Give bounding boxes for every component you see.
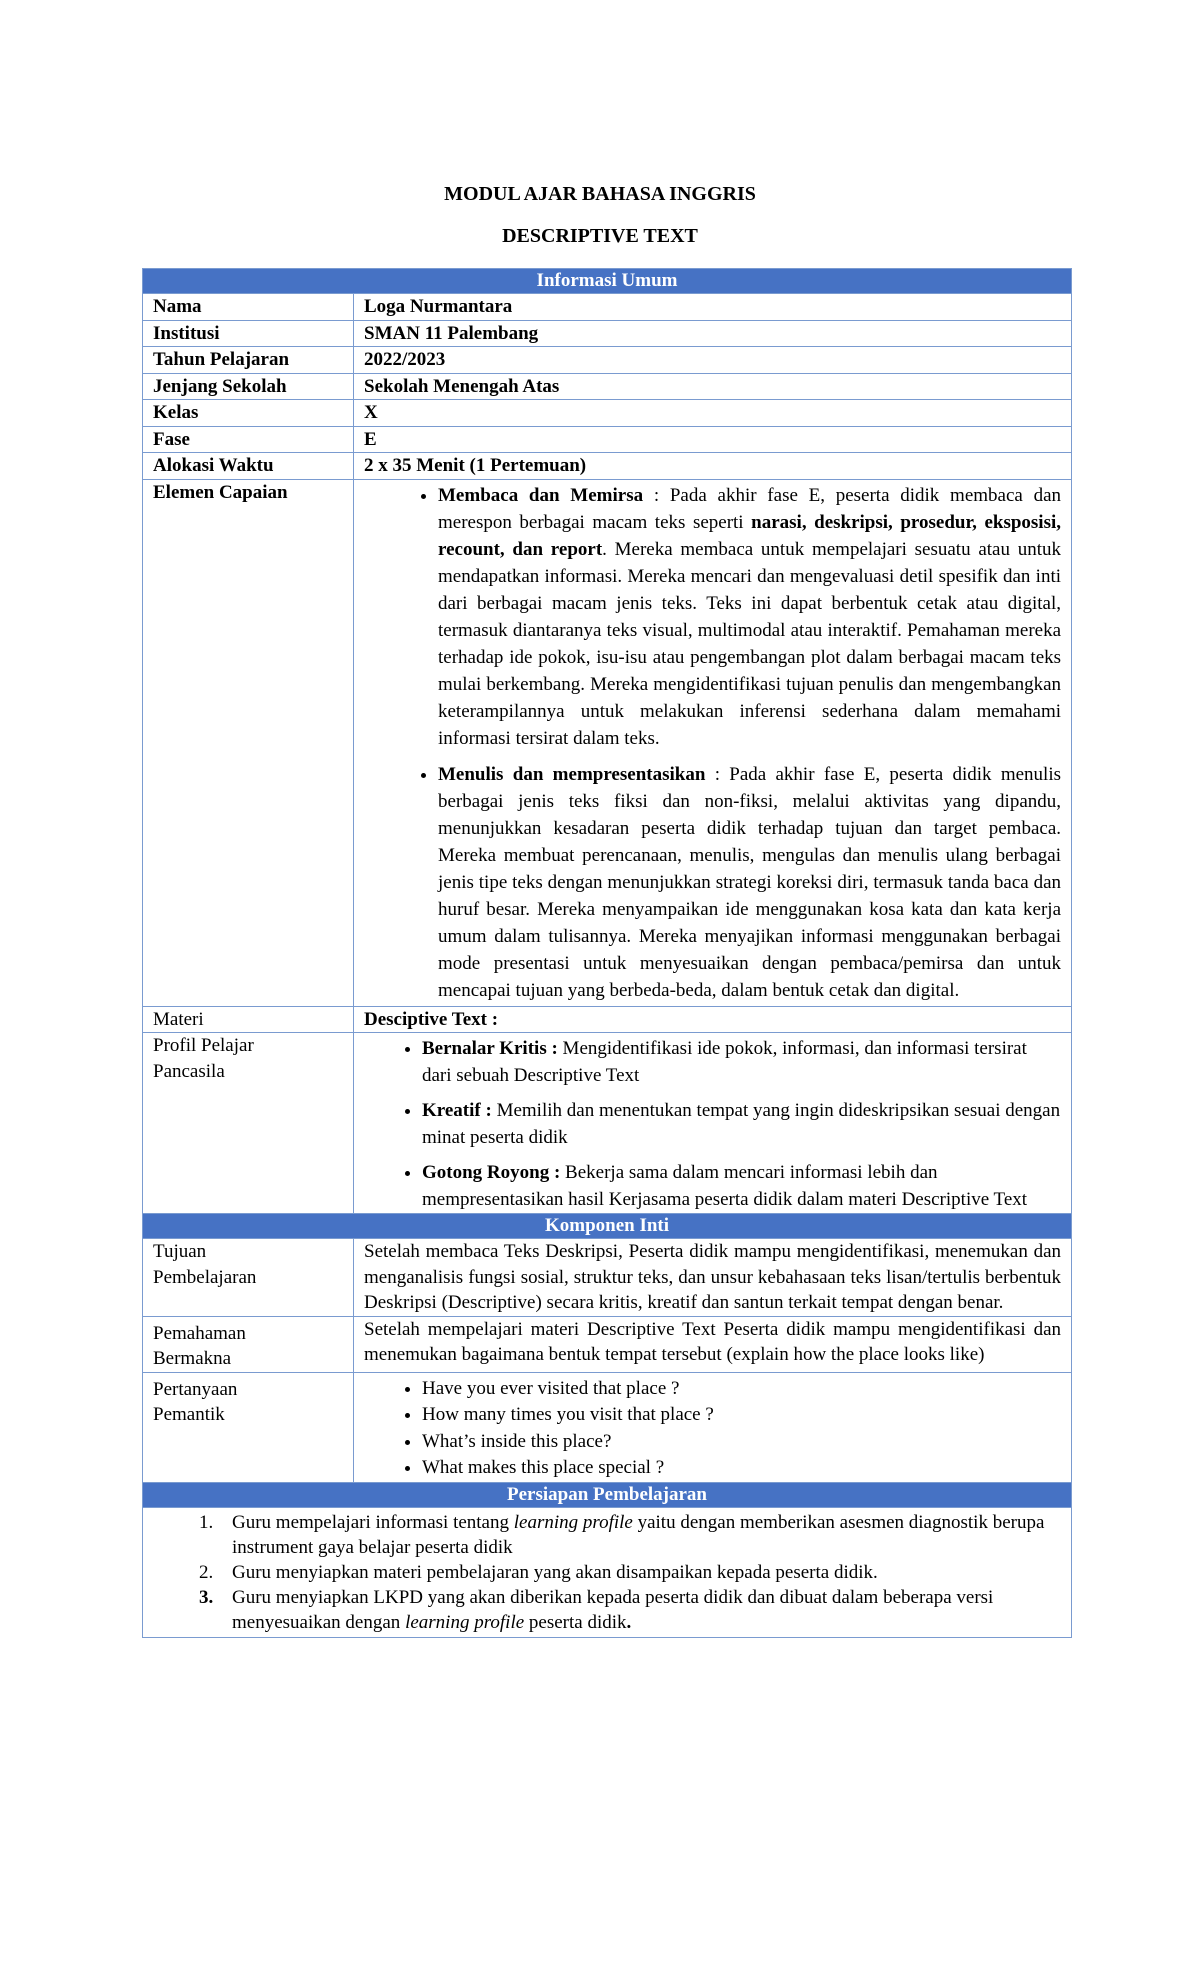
profil-item-bernalar <box>422 1035 1061 1089</box>
profil-item-text: Memilih dan menentukan tempat yang ingin dideskripsikan sesuai dengan minat peserta didik <box>422 1100 1061 1148</box>
profil-label <box>143 1033 354 1214</box>
pertanyaan-label <box>143 1372 354 1482</box>
pertanyaan-row <box>143 1372 1072 1482</box>
persiapan-item-3-italic: learning profile <box>405 1611 525 1633</box>
persiapan-item-3-b: peserta didik <box>524 1611 627 1633</box>
profil-row <box>143 1033 1072 1214</box>
profil-item-kreatif <box>422 1097 1061 1151</box>
elemen-membaca-post: . Mereka membaca untuk mempelajari sesuatu atau untuk mendapatkan informasi. Mereka mencari dan mengevaluasi detil spesifik dan inti dari berbagai macam jenis teks. Teks ini dapat berbentuk cetak atau digital, termasuk diantaranya teks visual, multimodal atau interaktif. Pemahaman mereka terhadap ide pokok, isu-isu atau pengembangan plot dalam berbagai macam teks mulai berkembang. Mereka mengidentifikasi tujuan penulis dan mengembangkan keterampilannya untuk melakukan inferensi sederhana dalam memahami informasi tersirat dalam teks. <box>438 538 1062 749</box>
info-row-kelas <box>143 400 1072 427</box>
persiapan-item-1 <box>218 1510 1061 1560</box>
pertanyaan-label-line2: Pemantik <box>153 1404 225 1425</box>
section-header-informasi-umum <box>143 269 1072 294</box>
persiapan-item-2: 2. Guru menyiapkan materi pembelajaran yang akan disampaikan kepada peserta didik. <box>218 1560 1061 1585</box>
info-row-fase <box>143 426 1072 453</box>
profil-item-text: Mengidentifikasi ide pokok, informasi, dan informasi tersirat dari sebuah Descriptive Text <box>422 1038 1027 1086</box>
elemen-menulis <box>438 761 1061 1004</box>
pertanyaan-item: • What makes this place special ? <box>422 1455 1061 1482</box>
tujuan-row <box>143 1239 1072 1317</box>
pemahaman-label <box>143 1316 354 1372</box>
info-row-jenjang <box>143 373 1072 400</box>
document-subtitle: DESCRIPTIVE TEXT <box>502 225 698 247</box>
tujuan-label-line1: Tujuan <box>153 1241 207 1262</box>
elemen-menulis-text: : Pada akhir fase E, peserta didik menulis berbagai jenis teks fiksi dan non-fiksi, melalui aktivitas yang dipandu, menunjukkan kesadaran peserta didik terhadap tujuan dan target pembaca. Mereka membuat perencanaan, menulis, mengulas dan menulis ulang berbagai jenis tipe teks dengan menunjukkan strategi koreksi diri, termasuk tanda baca dan huruf besar. Mereka menyampaikan ide menggunakan kosa kata dan kata kerja umum dalam tulisannya. Mereka menyajikan informasi menggunakan berbagai mode presentasi untuk menyesuaikan dengan pembaca/pemirsa dan untuk mencapai tujuan yang berbeda-beda, dalam bentuk cetak dan digital. <box>438 763 1062 1001</box>
persiapan-item-3 <box>218 1585 1061 1635</box>
tujuan-label <box>143 1239 354 1317</box>
pertanyaan-item: • What’s inside this place? <box>422 1429 1061 1456</box>
materi-row <box>143 1006 1072 1033</box>
tujuan-text: Setelah membaca Teks Deskripsi, Peserta didik mampu mengidentifikasi, menemukan dan menganalisis fungsi sosial, struktur teks, dan unsur kebahasaan teks lisan/tertulis berbentuk Deskripsi (Descriptive) secara kritis, kreatif dan santun terkait tempat dengan benar. <box>354 1239 1072 1317</box>
pertanyaan-list <box>364 1376 1061 1482</box>
pemahaman-text: Setelah mempelajari materi Descriptive Text Peserta didik mampu mengidentifikasi dan menemukan bagaimana bentuk tempat tersebut (explain how the place looks like) <box>354 1316 1072 1372</box>
persiapan-item-1-italic: learning profile <box>513 1511 633 1533</box>
profil-item-head: Bernalar Kritis : <box>422 1038 558 1059</box>
persiapan-content <box>143 1507 1072 1637</box>
info-label: Alokasi Waktu <box>143 453 354 480</box>
elemen-membaca-head: Membaca dan Memirsa <box>438 484 644 506</box>
profil-item-head: Gotong Royong : <box>422 1162 561 1183</box>
info-value: Loga Nurmantara <box>354 294 1072 321</box>
elemen-content <box>354 479 1072 1006</box>
persiapan-item-1-a: Guru mempelajari informasi tentang <box>232 1511 514 1533</box>
pemahaman-label-line1: Pemahaman <box>153 1322 246 1344</box>
elemen-membaca <box>438 482 1061 752</box>
info-value: X <box>354 400 1072 427</box>
materi-label: Materi <box>143 1006 354 1033</box>
profil-list <box>364 1035 1061 1213</box>
profil-label-line2: Pancasila <box>153 1060 225 1082</box>
materi-value: Desciptive Text : <box>354 1006 1072 1033</box>
info-label: Institusi <box>143 320 354 347</box>
pemahaman-row <box>143 1316 1072 1372</box>
persiapan-item-1-b: yaitu dengan memberikan asesmen diagnostik berupa instrument gaya belajar peserta didik <box>232 1511 1045 1558</box>
info-label: Kelas <box>143 400 354 427</box>
persiapan-list <box>153 1510 1061 1635</box>
elemen-list <box>364 482 1061 1004</box>
section-header-komponen-inti <box>143 1214 1072 1239</box>
info-value: SMAN 11 Palembang <box>354 320 1072 347</box>
info-value: Sekolah Menengah Atas <box>354 373 1072 400</box>
elemen-capaian-row <box>143 479 1072 1006</box>
elemen-membaca-bold: narasi, deskripsi, prosedur, eksposisi, recount, dan report <box>438 511 1062 560</box>
section-label: Persiapan Pembelajaran <box>143 1482 1072 1507</box>
section-label: Komponen Inti <box>143 1214 1072 1239</box>
document-title: MODUL AJAR BAHASA INGGRIS <box>444 183 756 205</box>
profil-item-text: Bekerja sama dalam mencari informasi lebih dan mempresentasikan hasil Kerjasama peserta didik dalam materi Descriptive Text <box>422 1162 1028 1210</box>
info-label: Jenjang Sekolah <box>143 373 354 400</box>
pemahaman-label-line2: Bermakna <box>153 1348 232 1369</box>
module-table <box>142 268 1072 1638</box>
elemen-membaca-pre: : Pada akhir fase E, peserta didik membaca dan merespon berbagai macam teks seperti <box>438 484 1062 533</box>
pertanyaan-item: • Have you ever visited that place ? <box>422 1376 1061 1403</box>
info-label: Tahun Pelajaran <box>143 347 354 374</box>
profil-item-gotong-royong <box>422 1159 1061 1213</box>
persiapan-item-3-end: . <box>626 1611 632 1633</box>
persiapan-item-3-a: Guru menyiapkan LKPD yang akan diberikan kepada peserta didik dan dibuat dalam beberapa versi menyesuaikan dengan <box>232 1586 994 1633</box>
pertanyaan-label-line1: Pertanyaan <box>153 1378 238 1400</box>
info-value: 2 x 35 Menit (1 Pertemuan) <box>354 453 1072 480</box>
profil-item-head: Kreatif : <box>422 1100 492 1121</box>
info-row-nama <box>143 294 1072 321</box>
pertanyaan-content <box>354 1372 1072 1482</box>
profil-label-line1: Profil Pelajar <box>153 1035 254 1056</box>
info-value: E <box>354 426 1072 453</box>
tujuan-label-line2: Pembelajaran <box>153 1266 257 1288</box>
profil-content <box>354 1033 1072 1214</box>
persiapan-row <box>143 1507 1072 1637</box>
section-label: Informasi Umum <box>143 269 1072 294</box>
info-value: 2022/2023 <box>354 347 1072 374</box>
info-row-institusi <box>143 320 1072 347</box>
info-row-alokasi <box>143 453 1072 480</box>
info-label: Nama <box>143 294 354 321</box>
info-label: Fase <box>143 426 354 453</box>
pertanyaan-item: • How many times you visit that place ? <box>422 1402 1061 1429</box>
section-header-persiapan <box>143 1482 1072 1507</box>
elemen-menulis-head: Menulis dan mempresentasikan <box>438 763 706 785</box>
elemen-label: Elemen Capaian <box>143 479 354 1006</box>
info-row-tahun <box>143 347 1072 374</box>
